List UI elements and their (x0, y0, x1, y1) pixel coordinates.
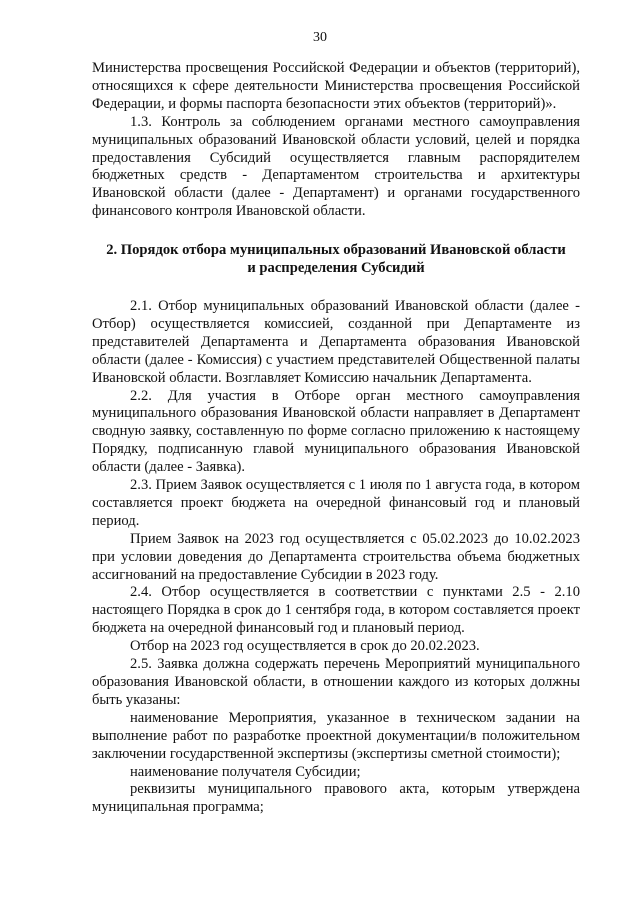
list-item-legal-act-details: реквизиты муниципального правового акта, которым утверждена муниципальная программа; (92, 781, 580, 816)
document-body (92, 60, 580, 817)
paragraph-2-1: 2.1. Отбор муниципальных образований Ивановской области (далее - Отбор) осуществляется комиссией, созданной при Департаменте из представителей Департамента и Департамента образования Ивановской области (далее - Комиссия) с участием представителей Общественной палаты Ивановской области. Возглавляет Комиссию начальник Департамента. (92, 297, 580, 386)
paragraph-2-5: 2.5. Заявка должна содержать перечень Мероприятий муниципального образования Ивановской области, в отношении каждого из которых должны быть указаны: (92, 656, 580, 708)
paragraph-2-2: 2.2. Для участия в Отборе орган местного самоуправления муниципального образования Ивановской области направляет в Департамент сводную заявку, составленную по форме согласно приложению к настоящему Порядку, подписанную главой муниципального образования Ивановской области (далее - Заявка). (92, 387, 580, 476)
section-2-heading-line-1: 2. Порядок отбора муниципальных образований Ивановской области (106, 242, 566, 259)
list-item-recipient-name: наименование получателя Субсидии; (130, 763, 361, 780)
paragraph-1-3: 1.3. Контроль за соблюдением органами местного самоуправления муниципальных образований Ивановской области условий, целей и порядка предоставления Субсидий осуществляется главным распорядителем бюджетных средств - Департаментом строительства и архитектуры Ивановской области (далее - Департамент) и органами государственного финансового контроля Ивановской области. (92, 113, 580, 220)
paragraph-2-4: 2.4. Отбор осуществляется в соответствии с пунктами 2.5 - 2.10 настоящего Порядка в срок до 1 сентября года, в котором составляется проект бюджета на очередной финансовый год и плановый период. (92, 584, 580, 637)
paragraph-2-3-2023: Прием Заявок на 2023 год осуществляется с 05.02.2023 до 10.02.2023 при условии доведения до Департамента строительства объема бюджетных ассигнований на предоставление Субсидии в 2023 году. (92, 530, 580, 583)
list-item-event-name: наименование Мероприятия, указанное в техническом задании на выполнение работ по разработке проектной документации/в положительном заключении государственной экспертизы (экспертизы сметной стоимости); (92, 709, 580, 762)
page-number: 30 (313, 30, 327, 45)
section-2-heading-line-2: и распределения Субсидий (247, 260, 425, 277)
section-2-heading (92, 242, 580, 278)
paragraph-2-3: 2.3. Прием Заявок осуществляется с 1 июля по 1 августа года, в котором составляется проект бюджета на очередной финансовый год и плановый период. (92, 477, 580, 529)
paragraph-ministry-continuation: Министерства просвещения Российской Федерации и объектов (территорий), относящихся к сфере деятельности Министерства просвещения Российской Федерации, и формы паспорта безопасности этих объектов (территорий)». (92, 60, 580, 112)
paragraph-2-4-2023: Отбор на 2023 год осуществляется в срок до 20.02.2023. (130, 638, 480, 655)
